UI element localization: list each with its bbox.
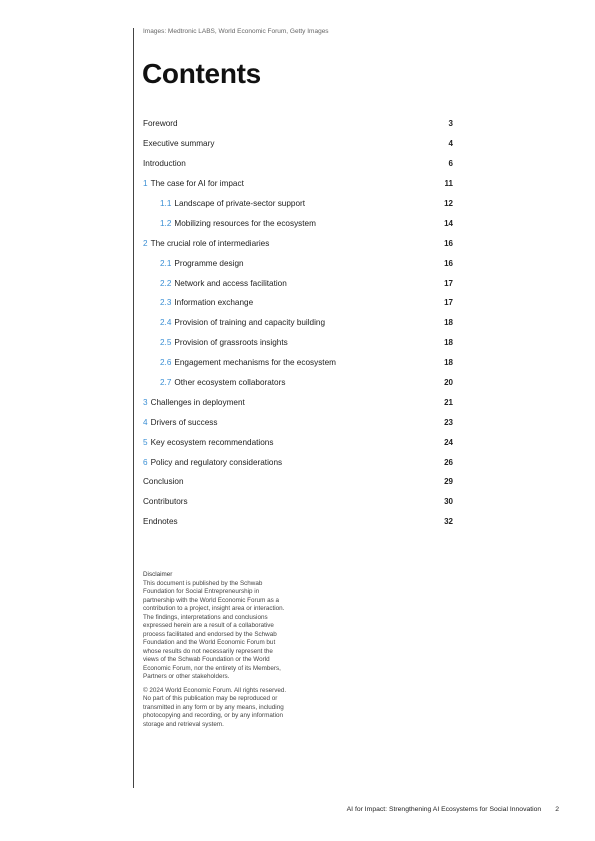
toc-section-number: 2.5 bbox=[160, 338, 172, 348]
toc-page-number: 4 bbox=[448, 139, 453, 149]
toc-page-number: 30 bbox=[444, 497, 453, 507]
toc-section-number: 6 bbox=[143, 457, 148, 467]
disclaimer-block bbox=[143, 571, 288, 734]
toc-entry-heading bbox=[143, 517, 178, 526]
toc-section-number: 2.7 bbox=[160, 378, 172, 388]
toc-page-number: 24 bbox=[444, 437, 453, 447]
toc-entry-heading bbox=[143, 159, 186, 168]
toc-entry-label: Conclusion bbox=[143, 477, 184, 487]
page-title: Contents bbox=[142, 58, 261, 89]
toc-page-number: 3 bbox=[448, 119, 453, 129]
toc-page-number: 16 bbox=[444, 238, 453, 248]
toc-entry-heading bbox=[143, 179, 244, 188]
toc-page-number: 29 bbox=[444, 477, 453, 487]
toc-entry-heading bbox=[160, 199, 305, 208]
toc-entry[interactable] bbox=[143, 412, 453, 432]
toc-entry-label: The case for AI for impact bbox=[150, 179, 244, 189]
toc-section-number: 1 bbox=[143, 179, 148, 189]
toc-section-number: 2.1 bbox=[160, 258, 172, 268]
toc-entry[interactable] bbox=[143, 333, 453, 353]
copyright-notice: © 2024 World Economic Forum. All rights reserved. No part of this publication may be reproduced or transmitted in any form or by any means, including photocopying and recording, or by any information storage and retrieval system. bbox=[143, 686, 287, 728]
toc-entry-heading bbox=[143, 239, 269, 248]
toc-entry[interactable] bbox=[143, 233, 453, 253]
toc-entry-heading bbox=[143, 477, 184, 486]
toc-section-number: 5 bbox=[143, 437, 148, 447]
toc-entry-heading bbox=[143, 497, 188, 506]
disclaimer-title: Disclaimer bbox=[143, 571, 173, 578]
toc-entry[interactable] bbox=[143, 492, 453, 512]
toc-entry-heading bbox=[143, 438, 273, 447]
toc-entry[interactable] bbox=[143, 353, 453, 373]
toc-entry-heading bbox=[143, 458, 282, 467]
toc-page-number: 14 bbox=[444, 218, 453, 228]
image-credits: Images: Medtronic LABS, World Economic Forum, Getty Images bbox=[143, 28, 329, 35]
toc-entry-label: Challenges in deployment bbox=[150, 397, 245, 407]
toc-page-number: 11 bbox=[444, 179, 453, 189]
toc-entry-heading bbox=[143, 398, 245, 407]
toc-page-number: 18 bbox=[444, 318, 453, 328]
toc-page-number: 21 bbox=[444, 397, 453, 407]
toc-section-number: 2.4 bbox=[160, 318, 172, 328]
toc-section-number: 4 bbox=[143, 417, 148, 427]
toc-entry-label: Provision of grassroots insights bbox=[174, 338, 288, 348]
toc-entry-label: Engagement mechanisms for the ecosystem bbox=[174, 358, 336, 368]
toc-entry-label: Contributors bbox=[143, 497, 188, 507]
toc-entry[interactable] bbox=[143, 472, 453, 492]
toc-entry-label: The crucial role of intermediaries bbox=[150, 238, 270, 248]
toc-entry[interactable] bbox=[143, 213, 453, 233]
footer-page-number: 2 bbox=[555, 806, 559, 813]
toc-entry-label: Executive summary bbox=[143, 139, 215, 149]
toc-entry[interactable] bbox=[143, 293, 453, 313]
toc-entry-heading bbox=[160, 338, 288, 347]
toc-page-number: 20 bbox=[444, 378, 453, 388]
toc-entry[interactable] bbox=[143, 253, 453, 273]
toc-section-number: 2 bbox=[143, 238, 148, 248]
disclaimer-body: This document is published by the Schwab Foundation for Social Entrepreneurship in partnership with the World Economic Forum as a contribution to a project, insight area or interaction. The findings, interpretations and conclusions expressed herein are a result of a collaborative process facilitated and endorsed by the Schwab Foundation and the World Economic Forum but whose results do not necessarily represent the views of the Schwab Foundation or the World Economic Forum, nor the entirety of its Members, Partners or other stakeholders. bbox=[143, 579, 285, 680]
toc-section-number: 2.2 bbox=[160, 278, 172, 288]
toc-page-number: 32 bbox=[444, 517, 453, 527]
toc-page-number: 18 bbox=[444, 338, 453, 348]
toc-section-number: 2.6 bbox=[160, 358, 172, 368]
toc-entry-heading bbox=[143, 139, 214, 148]
toc-entry[interactable] bbox=[143, 194, 453, 214]
toc-entry-heading bbox=[143, 119, 178, 128]
toc-entry-label: Endnotes bbox=[143, 517, 178, 527]
page-footer bbox=[347, 806, 559, 813]
toc-entry-label: Network and access facilitation bbox=[174, 278, 287, 288]
toc-page-number: 12 bbox=[444, 199, 453, 208]
toc-entry-label: Programme design bbox=[174, 258, 244, 268]
toc-entry-heading bbox=[160, 279, 287, 288]
left-vertical-rule bbox=[133, 28, 134, 788]
toc-entry-label: Introduction bbox=[143, 159, 186, 169]
toc-entry-heading bbox=[160, 358, 336, 367]
toc-page-number: 17 bbox=[444, 298, 453, 308]
toc-entry-label: Foreword bbox=[143, 119, 178, 129]
toc-entry[interactable] bbox=[143, 273, 453, 293]
toc-entry[interactable] bbox=[143, 373, 453, 393]
toc-section-number: 1.1 bbox=[160, 199, 172, 208]
toc-page-number: 17 bbox=[444, 278, 453, 288]
toc-entry-label: Other ecosystem collaborators bbox=[174, 378, 286, 388]
toc-entry[interactable] bbox=[143, 392, 453, 412]
footer-document-title: AI for Impact: Strengthening AI Ecosystems for Social Innovation bbox=[346, 806, 542, 813]
toc-entry-label: Mobilizing resources for the ecosystem bbox=[174, 218, 316, 228]
toc-entry-heading bbox=[160, 298, 253, 307]
table-of-contents bbox=[143, 114, 453, 532]
toc-entry-label: Information exchange bbox=[174, 298, 254, 308]
toc-entry[interactable] bbox=[143, 174, 453, 194]
toc-page-number: 6 bbox=[448, 159, 453, 169]
toc-entry-heading bbox=[143, 418, 217, 427]
toc-entry-label: Landscape of private-sector support bbox=[174, 199, 306, 208]
toc-entry[interactable] bbox=[143, 432, 453, 452]
toc-entry[interactable] bbox=[143, 114, 453, 134]
toc-entry[interactable] bbox=[143, 134, 453, 154]
toc-entry-label: Provision of training and capacity building bbox=[174, 318, 326, 328]
toc-entry-label: Drivers of success bbox=[150, 417, 218, 427]
toc-entry-heading bbox=[160, 378, 285, 387]
toc-entry-heading bbox=[160, 219, 316, 228]
toc-entry-heading bbox=[160, 259, 244, 268]
toc-entry-label: Key ecosystem recommendations bbox=[150, 437, 274, 447]
toc-entry[interactable] bbox=[143, 154, 453, 174]
toc-entry-label: Policy and regulatory considerations bbox=[150, 457, 283, 467]
toc-entry-heading bbox=[160, 318, 325, 327]
toc-entry[interactable] bbox=[143, 313, 453, 333]
toc-page-number: 16 bbox=[444, 258, 453, 268]
toc-page-number: 23 bbox=[444, 417, 453, 427]
toc-section-number: 1.2 bbox=[160, 218, 172, 228]
toc-entry[interactable] bbox=[143, 452, 453, 472]
toc-entry[interactable] bbox=[143, 512, 453, 532]
toc-page-number: 26 bbox=[444, 457, 453, 467]
toc-page-number: 18 bbox=[444, 358, 453, 368]
toc-section-number: 2.3 bbox=[160, 298, 172, 308]
toc-section-number: 3 bbox=[143, 397, 148, 407]
